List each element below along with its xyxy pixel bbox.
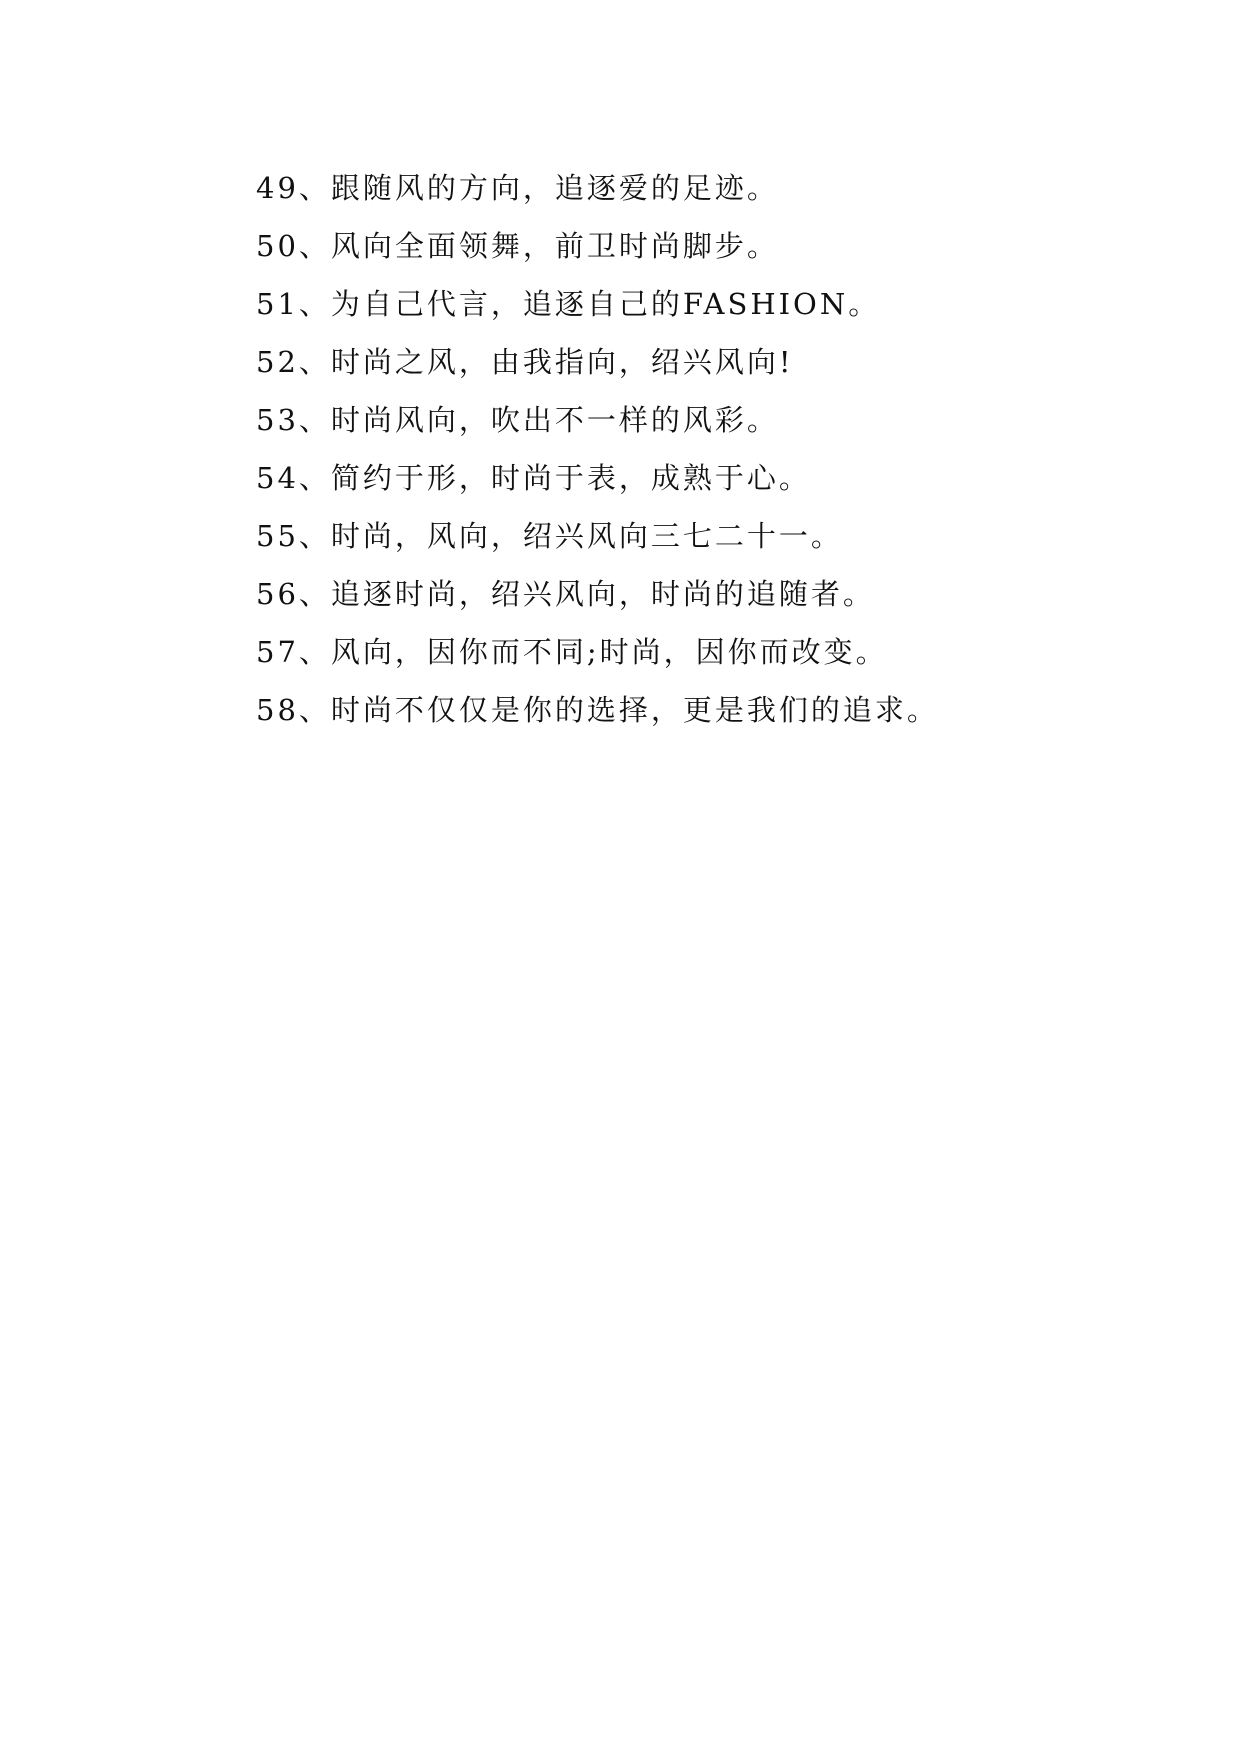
slogan-line-58: 58、时尚不仅仅是你的选择，更是我们的追求。 — [256, 693, 939, 727]
slogan-line-56: 56、追逐时尚，绍兴风向，时尚的追随者。 — [256, 577, 875, 611]
slogan-line-49: 49、跟随风的方向，追逐爱的足迹。 — [256, 171, 779, 205]
slogan-line-50: 50、风向全面领舞，前卫时尚脚步。 — [256, 229, 779, 263]
slogan-line-52: 52、时尚之风，由我指向，绍兴风向! — [256, 345, 794, 379]
slogan-line-53: 53、时尚风向，吹出不一样的风彩。 — [256, 403, 779, 437]
slogan-line-51: 51、为自己代言，追逐自己的FASHION。 — [256, 287, 881, 321]
slogan-line-55: 55、时尚，风向，绍兴风向三七二十一。 — [256, 519, 843, 553]
slogan-list — [256, 162, 1156, 742]
slogan-line-54: 54、简约于形，时尚于表，成熟于心。 — [256, 461, 811, 495]
slogan-line-57: 57、风向，因你而不同;时尚，因你而改变。 — [256, 635, 888, 669]
